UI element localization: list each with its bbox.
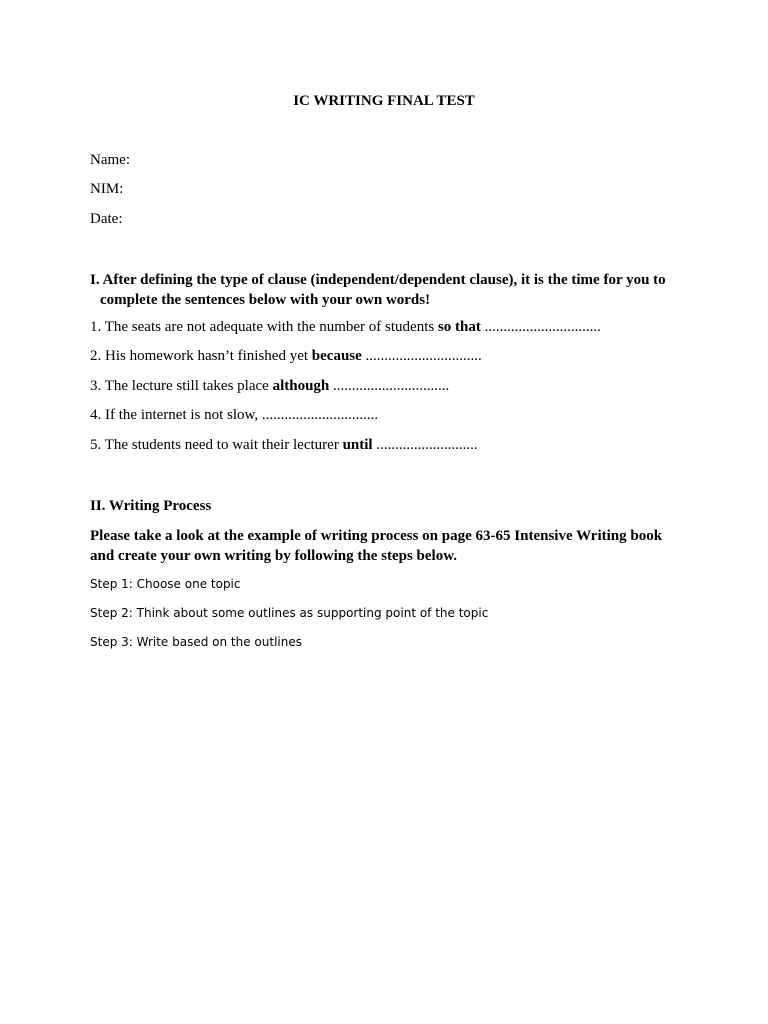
document-title: IC WRITING FINAL TEST bbox=[293, 93, 475, 109]
sentence-item-2 bbox=[90, 348, 482, 365]
sentence-item-5-keyword: until bbox=[342, 437, 373, 453]
nim-field-label: NIM: bbox=[90, 181, 124, 197]
step-3: Step 3: Write based on the outlines bbox=[90, 635, 302, 649]
section-1-heading-line-2: complete the sentences below with your own words! bbox=[100, 292, 431, 308]
section-2-instructions: Please take a look at the example of writing process on page 63-65 Intensive Writing book and create your own writing by following the steps below. bbox=[90, 528, 663, 564]
sentence-item-4-text: 4. If the internet is not slow, ............................... bbox=[90, 407, 379, 423]
sentence-item-3-blank: ............................... bbox=[329, 378, 450, 394]
sentence-item-1-text: 1. The seats are not adequate with the number of students bbox=[90, 319, 438, 335]
sentence-item-2-keyword: because bbox=[311, 348, 362, 364]
step-1: Step 1: Choose one topic bbox=[90, 577, 241, 591]
sentence-item-5-blank: ........................... bbox=[372, 437, 478, 453]
sentence-item-5 bbox=[90, 437, 478, 454]
sentence-item-3 bbox=[90, 378, 449, 395]
step-2: Step 2: Think about some outlines as supporting point of the topic bbox=[90, 606, 489, 620]
sentence-item-3-text: 3. The lecture still takes place bbox=[90, 378, 273, 394]
sentence-item-2-blank: ............................... bbox=[361, 348, 482, 364]
date-field-label: Date: bbox=[90, 211, 123, 227]
sentence-item-4 bbox=[90, 407, 378, 424]
sentence-item-5-text: 5. The students need to wait their lecturer bbox=[90, 437, 343, 453]
name-field-label: Name: bbox=[90, 152, 130, 168]
sentence-item-1-keyword: so that bbox=[437, 319, 481, 335]
sentence-item-1 bbox=[90, 319, 601, 336]
sentence-item-1-blank: ............................... bbox=[480, 319, 601, 335]
sentence-item-3-keyword: although bbox=[272, 378, 330, 394]
section-1-heading-line-1: I. After defining the type of clause (independent/dependent clause), it is the time for you to bbox=[90, 272, 666, 288]
sentence-item-2-text: 2. His homework hasn’t finished yet bbox=[90, 348, 312, 364]
section-2-heading: II. Writing Process bbox=[90, 498, 212, 514]
section-1-heading bbox=[90, 270, 680, 310]
